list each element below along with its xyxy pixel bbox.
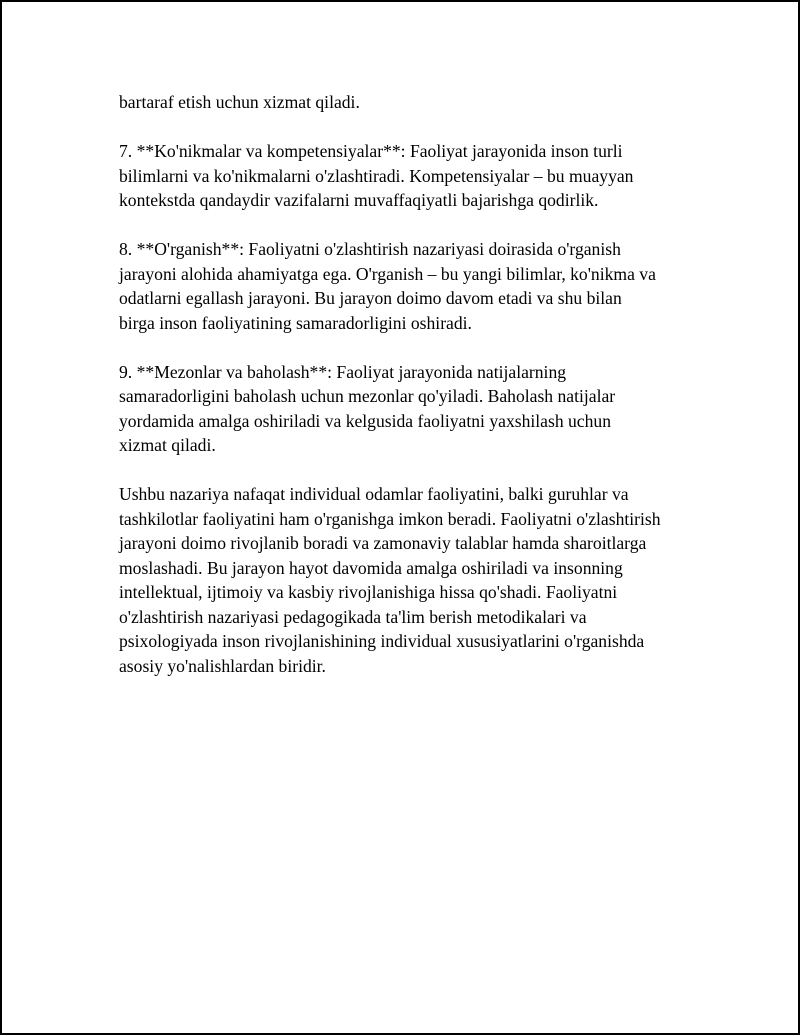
paragraph-item-9-criteria: 9. **Mezonlar va baholash**: Faoliyat jarayonida natijalarning samaradorligini baholash uchun mezonlar qo'yiladi. Baholash natijalar yordamida amalga oshiriladi va kelgusida faoliyatni yaxshilash uchun xizmat qiladi.: [119, 361, 616, 455]
paragraph-conclusion: Ushbu nazariya nafaqat individual odamlar faoliyatini, balki guruhlar va tashkilotlar faoliyatini ham o'rganishga imkon beradi. Faoliyatni o'zlashtirish jarayoni doimo rivojlanib boradi va zamonaviy talablar hamda sharoitlarga moslashadi. Bu jarayon hayot davomida amalga oshiriladi va insonning intellektual, ijtimoiy va kasbiy rivojlanishiga hissa qo'shadi. Faoliyatni o'zlashtirish nazariyasi pedagogikada ta'lim berish metodikalari va psixologiyada inson rivojlanishining individual xususiyatlarini o'rganishda asosiy yo'nalishlardan biridir.: [119, 484, 661, 676]
paragraph-continuation: bartaraf etish uchun xizmat qiladi.: [119, 92, 360, 112]
paragraph-item-8-learning: 8. **O'rganish**: Faoliyatni o'zlashtirish nazariyasi doirasida o'rganish jarayoni alohida ahamiyatga ega. O'rganish – bu yangi bilimlar, ko'nikma va odatlarni egallash jarayoni. Bu jarayon doimo davom etadi va shu bilan birga inson faoliyatining samaradorligini oshiradi.: [119, 239, 656, 333]
document-body: [119, 90, 709, 703]
paragraph-item-7-skills: 7. **Ko'nikmalar va kompetensiyalar**: Faoliyat jarayonida inson turli bilimlarni va ko'nikmalarni o'zlashtiradi. Kompetensiyalar – bu muayyan kontekstda qandaydir vazifalarni muvaffaqiyatli bajarishga qodirlik.: [119, 141, 634, 210]
